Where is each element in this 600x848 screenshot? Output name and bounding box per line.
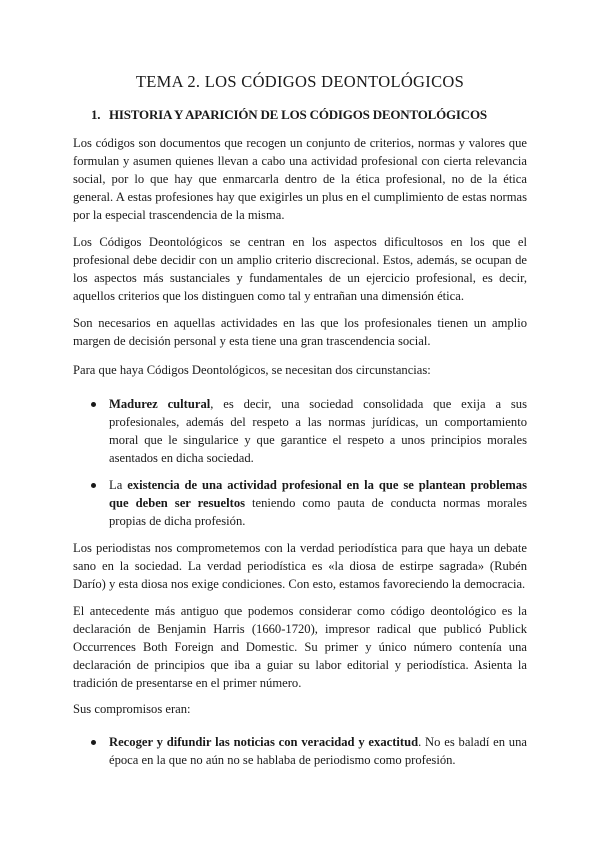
circumstances-list xyxy=(73,395,527,467)
list-item: Recoger y difundir las noticias con veracidad y exactitud. No es baladí en una época en la que no aún no se hablaba de periodismo como profesión. xyxy=(73,733,527,769)
paragraph-journalistic-truth: Los periodistas nos comprometemos con la verdad periodística para que haya un debate sano en la sociedad. La verdad periodística es «la diosa de estirpe sagrada» (Rubén Darío) y esta diosa nos exige condiciones. Con esto, estamos favoreciendo la democracia. xyxy=(73,541,527,591)
paragraph-focus: Los Códigos Deontológicos se centran en los aspectos dificultosos en los que el profesional debe decidir con un amplio criterio discrecional. Estos, además, se ocupan de los aspectos más sustanciales y fundamentales de un ejercicio profesional, es decir, aquellos criterios que los distinguen como tal y entrañan una dimensión ética. xyxy=(73,235,527,303)
bullet-icon xyxy=(91,483,96,488)
list-item: Madurez cultural, es decir, una sociedad consolidada que exija a sus profesionales, además del respeto a las normas jurídicas, un comportamiento moral que le singularice y que garantice el respeto a unos principios morales asentados en dicha sociedad. xyxy=(73,395,527,467)
paragraph-commitments-intro: Sus compromisos eran: xyxy=(73,702,191,716)
paragraph-benjamin-harris: El antecedente más antiguo que podemos considerar como código deontológico es la declaración de Benjamin Harris (1660-1720), impresor radical que publicó Publick Occurrences Both Foreign and Domestic. Su primer y único número contenía una declaración de principios que iba a guiar su labor editorial y periodística. Asienta la tradición de presentarse en el primer número. xyxy=(73,604,527,690)
section-heading-text: HISTORIA Y APARICIÓN DE LOS CÓDIGOS DEONTOLÓGICOS xyxy=(109,107,487,122)
list-item: La existencia de una actividad profesional en la que se plantean problemas que deben ser resueltos teniendo como pauta de conducta normas morales propias de dicha profesión. xyxy=(73,476,527,530)
bold-term: existencia de una actividad profesional en la que se plantean problemas que deben ser resueltos xyxy=(109,478,527,510)
bold-term: Recoger y difundir las noticias con veracidad y exactitud xyxy=(109,735,419,749)
bullet-icon xyxy=(91,740,96,745)
paragraph-definition: Los códigos son documentos que recogen un conjunto de criterios, normas y valores que formulan y asumen quienes llevan a cabo una actividad profesional con cierta relevancia social, por lo que hay que enmarcarla dentro de la ética profesional, no de la ética general. A estas profesiones hay que exigirles un plus en el cumplimiento de estas normas por la especial trascendencia de la misma. xyxy=(73,136,527,222)
paragraph-circumstances-intro: Para que haya Códigos Deontológicos, se necesitan dos circunstancias: xyxy=(73,363,431,377)
bullet-icon xyxy=(91,402,96,407)
commitments-list xyxy=(73,733,527,769)
section-heading xyxy=(91,106,487,124)
paragraph-necessity: Son necesarios en aquellas actividades en las que los profesionales tienen un amplio margen de decisión personal y esta tiene una gran trascendencia social. xyxy=(73,316,527,348)
document-title: TEMA 2. LOS CÓDIGOS DEONTOLÓGICOS xyxy=(135,72,465,91)
section-number: 1. xyxy=(91,107,101,122)
bold-term: Madurez cultural xyxy=(109,397,211,411)
circumstances-list-continued xyxy=(73,476,527,530)
